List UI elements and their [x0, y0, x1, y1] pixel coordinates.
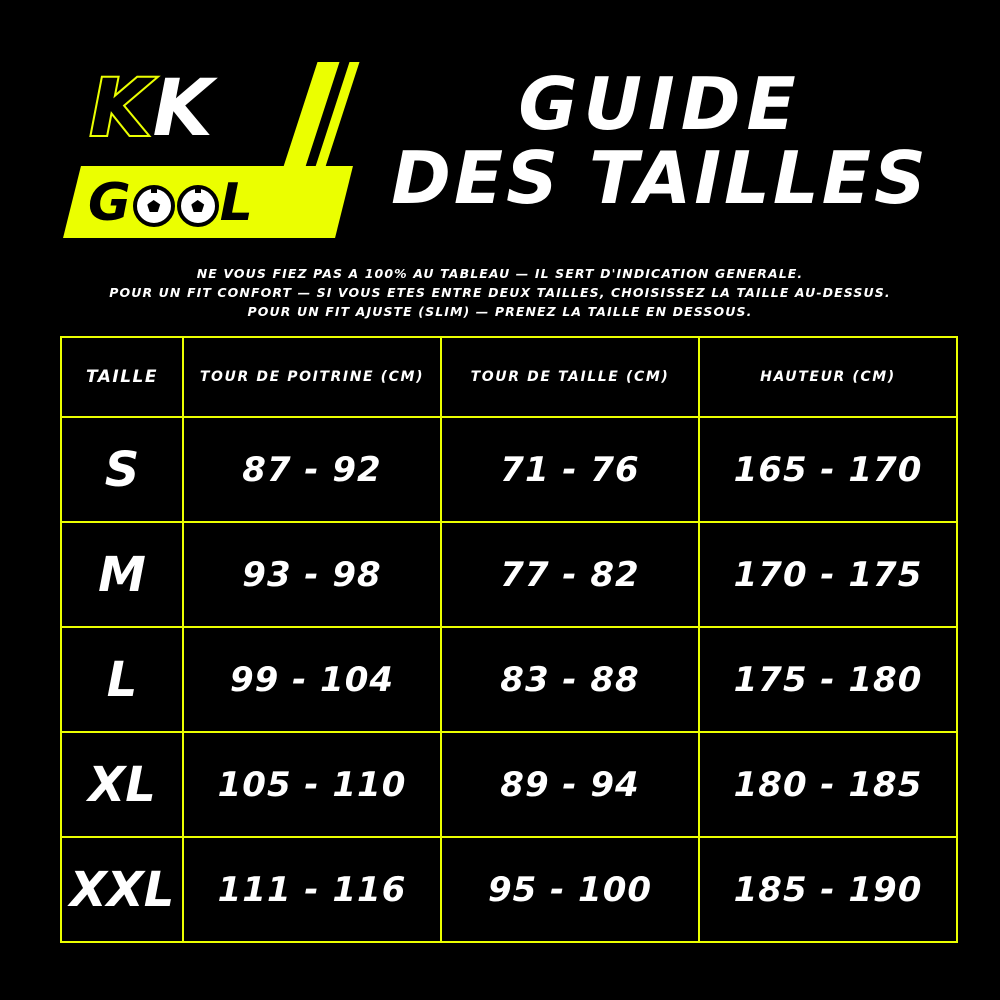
- column-header-tour-de-taille: TOUR DE TAILLE (CM): [441, 337, 699, 417]
- logo-gool-prefix: G: [88, 173, 132, 233]
- logo-k-solid: K: [152, 64, 215, 154]
- cell-tour-de-taille: 83 - 88: [441, 627, 699, 732]
- cell-tour-de-taille: 71 - 76: [441, 417, 699, 522]
- page-title-line2: DES TAILLES: [391, 136, 929, 221]
- table-header: [61, 337, 957, 417]
- header: [0, 40, 1000, 240]
- cell-poitrine: 99 - 104: [183, 627, 441, 732]
- cell-poitrine: 87 - 92: [183, 417, 441, 522]
- size-table: [60, 336, 958, 943]
- table-body: [61, 417, 957, 942]
- table-row: [61, 417, 957, 522]
- cell-taille: XL: [61, 732, 183, 837]
- column-header-poitrine: TOUR DE POITRINE (CM): [183, 337, 441, 417]
- cell-tour-de-taille: 77 - 82: [441, 522, 699, 627]
- note-line: POUR UN FIT CONFORT — SI VOUS ETES ENTRE DEUX TAILLES, CHOISISSEZ LA TAILLE AU-DESSUS.: [109, 285, 891, 300]
- cell-poitrine: 93 - 98: [183, 522, 441, 627]
- table-header-row: [61, 337, 957, 417]
- cell-tour-de-taille: 89 - 94: [441, 732, 699, 837]
- cell-hauteur: 180 - 185: [699, 732, 957, 837]
- soccer-ball-icon: [133, 185, 175, 227]
- column-header-hauteur: HAUTEUR (CM): [699, 337, 957, 417]
- cell-taille: M: [61, 522, 183, 627]
- logo-gool-text: [88, 174, 348, 232]
- cell-tour-de-taille: 95 - 100: [441, 837, 699, 942]
- cell-taille: L: [61, 627, 183, 732]
- logo-k-outline: K: [90, 64, 153, 154]
- note-line: NE VOUS FIEZ PAS A 100% AU TABLEAU — IL SERT D'INDICATION GENERALE.: [196, 266, 804, 281]
- brand-logo: [72, 48, 402, 243]
- cell-hauteur: 175 - 180: [699, 627, 957, 732]
- table-row: [61, 837, 957, 942]
- page-title: [380, 62, 940, 221]
- cell-taille: S: [61, 417, 183, 522]
- cell-hauteur: 165 - 170: [699, 417, 957, 522]
- page-title-line1: GUIDE: [518, 62, 802, 146]
- table-row: [61, 732, 957, 837]
- logo-kk-text: [90, 64, 215, 154]
- column-header-taille: TAILLE: [61, 337, 183, 417]
- cell-hauteur: 185 - 190: [699, 837, 957, 942]
- logo-gool-suffix: L: [219, 173, 254, 233]
- soccer-ball-icon: [177, 185, 219, 227]
- cell-poitrine: 111 - 116: [183, 837, 441, 942]
- note-line: POUR UN FIT AJUSTE (SLIM) — PRENEZ LA TAILLE EN DESSOUS.: [247, 304, 753, 319]
- table-row: [61, 627, 957, 732]
- notes-block: [0, 266, 1000, 323]
- table-row: [61, 522, 957, 627]
- cell-taille: XXL: [61, 837, 183, 942]
- cell-hauteur: 170 - 175: [699, 522, 957, 627]
- cell-poitrine: 105 - 110: [183, 732, 441, 837]
- size-table-wrapper: [60, 336, 940, 943]
